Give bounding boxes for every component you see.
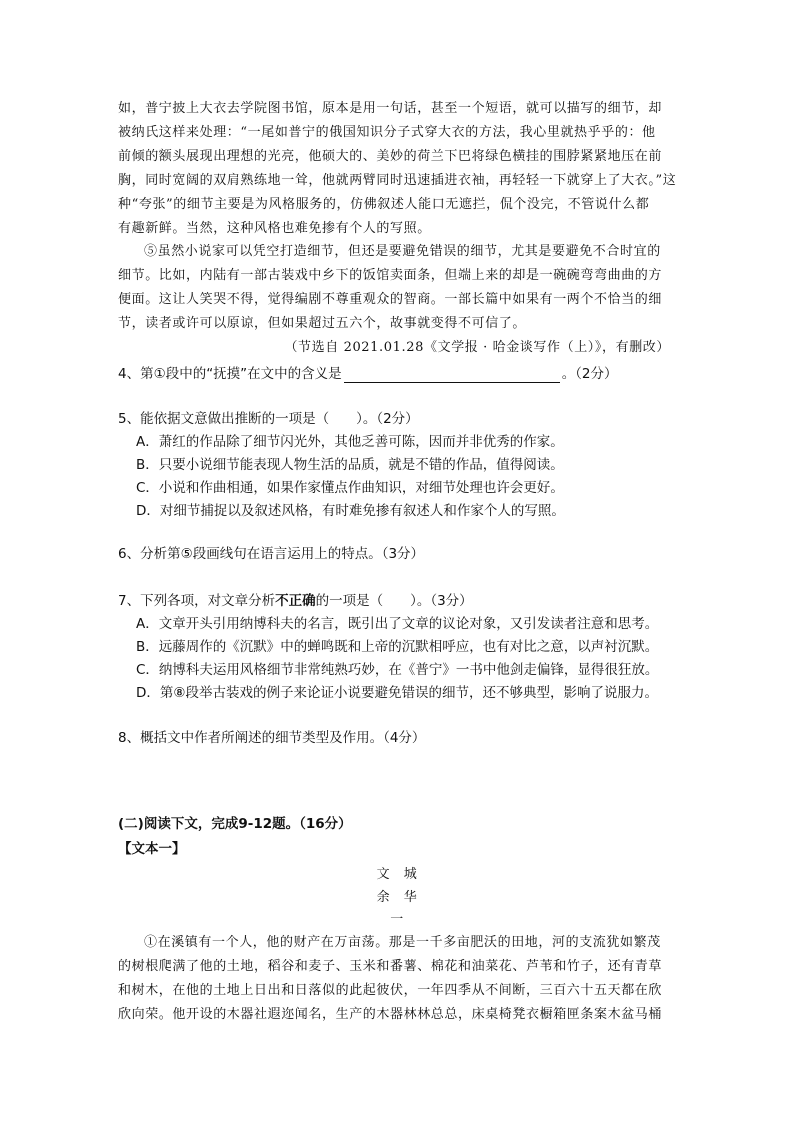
question-5-option: C．小说和作曲相通，如果作家懂点作曲知识，对细节处理也许会更好。 bbox=[136, 480, 564, 496]
article-line: 欣向荣。他开设的木器社遐迩闻名，生产的木器林林总总，床桌椅凳衣橱箱匣条案木盆马桶 bbox=[118, 1007, 663, 1022]
article-line: 的树根爬满了他的土地，稻谷和麦子、玉米和番薯、棉花和油菜花、芦苇和竹子，还有青草 bbox=[118, 959, 663, 974]
paragraph-5-line: ⑤虽然小说家可以凭空打造细节，但还是要避免错误的细节，尤其是要避免不合时宜的 bbox=[144, 244, 661, 259]
passage-line: 有趣新鲜。当然，这种风格也难免掺有个人的写照。 bbox=[118, 221, 431, 236]
question-7-option: B．远藤周作的《沉默》中的蝉鸣既和上帝的沉默相呼应，也有对比之意，以声衬沉默。 bbox=[136, 639, 659, 655]
question-4-suffix: 。（2分） bbox=[561, 366, 618, 382]
question-7-option: A．文章开头引用纳博科夫的名言，既引出了文章的议论对象，又引发读者注意和思考。 bbox=[136, 616, 659, 632]
paragraph-5-line: 节，读者或许可以原谅，但如果超过五六个，故事就变得不可信了。 bbox=[118, 316, 527, 331]
question-8: 8、概括文中作者所阐述的细节类型及作用。（4分） bbox=[118, 730, 426, 746]
text-label: 【文本一】 bbox=[118, 841, 186, 857]
question-7-stem bbox=[118, 592, 473, 610]
passage-line: 如，普宁披上大衣去学院图书馆，原本是用一句话，甚至一个短语，就可以描写的细节，却 bbox=[118, 101, 663, 116]
paragraph-5-line: 细节。比如，内陆有一部古装戏中乡下的饭馆卖面条，但端上来的却是一碗碗弯弯曲曲的方 bbox=[118, 268, 663, 283]
question-5-option: B．只要小说细节能表现人物生活的品质，就是不错的作品，值得阅读。 bbox=[136, 457, 564, 473]
passage-line: 前倾的额头展现出理想的光亮，他硕大的、美妙的荷兰下巴将绿色横挂的围脖紧紧地压在前 bbox=[118, 149, 663, 164]
question-5-option: A．萧红的作品除了细节闪光外，其他乏善可陈，因而并非优秀的作家。 bbox=[136, 434, 564, 450]
article-line: 和树木，在他的土地上日出和日落似的此起彼伏，一年四季从不间断，三百六十五天都在欣 bbox=[118, 983, 663, 998]
question-4 bbox=[118, 365, 618, 383]
source-citation: （节选自 2021.01.28《文学报 · 哈金谈写作（上）》，有删改） bbox=[284, 340, 670, 355]
paragraph-5-line: 便面。这让人笑哭不得，觉得编剧不尊重观众的智商。一部长篇中如果有一两个不恰当的细 bbox=[118, 292, 663, 307]
passage-line: 胸，同时宽阔的双肩熟练地一耸，他就两臂同时迅速插进衣袖，再轻轻一下就穿上了大衣。”这 bbox=[118, 173, 677, 188]
section-heading: (二)阅读下文，完成9-12题。（16分） bbox=[118, 816, 352, 832]
question-5-option: D．对细节捕捉以及叙述风格，有时难免掺有叙述人和作家个人的写照。 bbox=[136, 503, 565, 519]
answer-blank[interactable] bbox=[344, 368, 560, 383]
passage-line: 被纳氏这样来处理：“一尾如普宁的俄国知识分子式穿大衣的方法，我心里就热乎乎的：他 bbox=[118, 125, 656, 140]
question-7-option: D．第⑧段举古装戏的例子来论证小说要避免错误的细节，还不够典型，影响了说服力。 bbox=[136, 685, 658, 701]
question-7-prefix: 7、下列各项，对文章分析 bbox=[118, 593, 276, 609]
question-7-option: C．纳博科夫运用风格细节非常纯熟巧妙，在《普宁》一书中他剑走偏锋，显得很狂放。 bbox=[136, 662, 659, 678]
passage-line: 种“夸张”的细节主要是为风格服务的，仿佛叙述人能口无遮拦，侃个没完，不管说什么都 bbox=[118, 197, 650, 212]
question-4-prefix: 4、第①段中的“抚摸”在文中的含义是 bbox=[118, 366, 342, 382]
chapter-number: 一 bbox=[390, 912, 404, 927]
article-line: ①在溪镇有一个人，他的财产在万亩荡。那是一千多亩肥沃的田地，河的支流犹如繁茂 bbox=[144, 935, 661, 950]
question-6: 6、分析第⑤段画线句在语言运用上的特点。（3分） bbox=[118, 546, 425, 562]
question-5-stem: 5、能依据文意做出推断的一项是（ ）。（2分） bbox=[118, 411, 419, 427]
article-author: 余 华 bbox=[376, 890, 418, 905]
question-7-suffix: 的一项是（ ）。（3分） bbox=[315, 593, 473, 609]
article-title: 文 城 bbox=[376, 867, 418, 882]
question-7-emphasis: 不正确 bbox=[275, 593, 316, 609]
